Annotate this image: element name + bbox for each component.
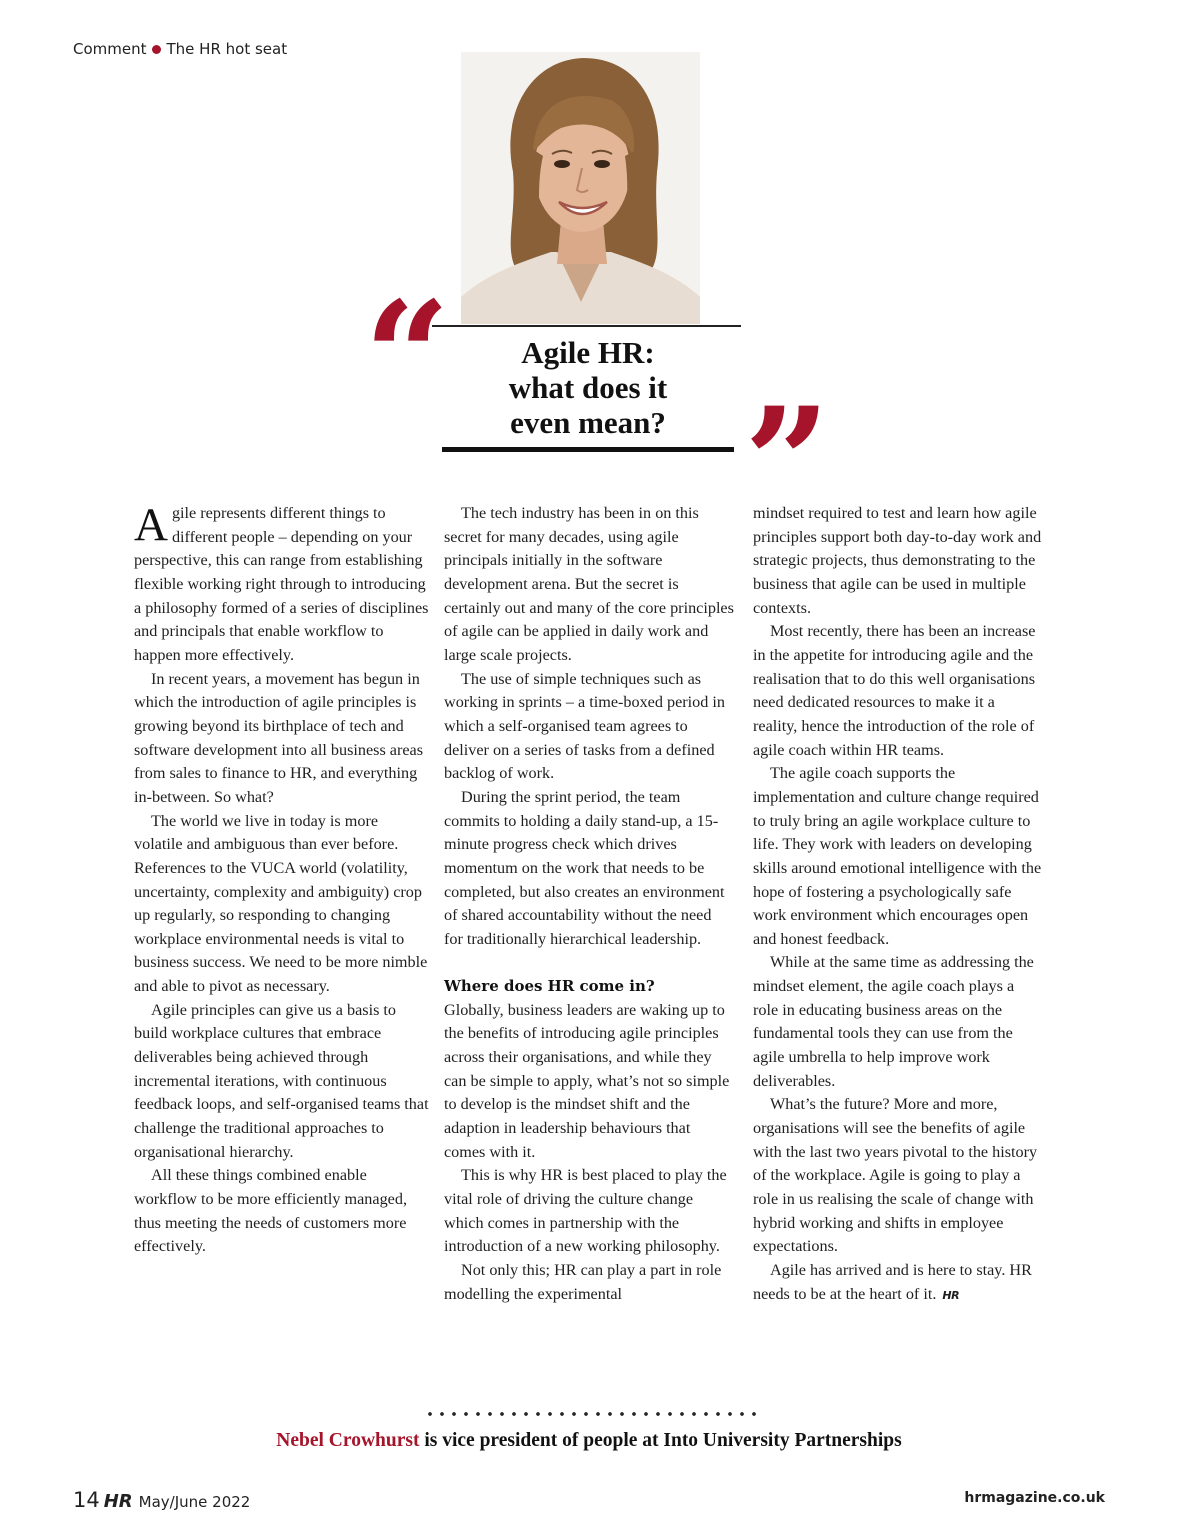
paragraph: The use of simple techniques such as working in sprints – a time-boxed period in which a self-organised team agrees to deliver on a series of tasks from a defined backlog of work. [444, 669, 725, 783]
paragraph: This is why HR is best placed to play the vital role of driving the culture change which comes in partnership with the introduction of a new working philosophy. [444, 1166, 727, 1256]
paragraph-text: Agile has arrived and is here to stay. HR needs to be at the heart of it. [753, 1261, 1032, 1303]
paragraph: The tech industry has been in on this secret for many decades, using agile principals initially in the software development arena. But the secret is certainly out and many of the core principles of agile can be applied in daily work and large scale projects. [444, 504, 734, 664]
paragraph: Globally, business leaders are waking up to the benefits of introducing agile principles across their organisations, and while they can be simple to apply, what’s not so simple to develop is the mindset shift and the adaption in leadership behaviours that comes with it. [444, 1000, 730, 1161]
headline-line-2: what does it [508, 370, 668, 405]
paragraph: The world we live in today is more volatile and ambiguous than ever before. References to the VUCA world (volatility, uncertainty, complexity and ambiguity) crop up regularly, so responding to changing workplace environmental needs is vital to business success. We need to be more nimble and able to pivot as necessary. [134, 811, 428, 996]
headline-line-1: Agile HR: [521, 335, 655, 370]
website-url: hrmagazine.co.uk [964, 1490, 1105, 1506]
subheading: Where does HR come in? [444, 977, 655, 996]
title-bottom-rule [442, 447, 734, 452]
paragraph: While at the same time as addressing the mindset element, the agile coach plays a role in educating business areas on the fundamental tools they can use from the agile umbrella to help improve work deliverables. [753, 953, 1034, 1090]
article-column-2 [444, 502, 734, 1306]
section-label: Comment [73, 40, 147, 58]
open-quote-mark: “ [364, 269, 451, 445]
article-column-1 [134, 499, 429, 1259]
title-top-rule [432, 325, 741, 327]
paragraph [134, 499, 429, 668]
author-bio [0, 1430, 1178, 1452]
paragraph: mindset required to test and learn how agile principles support both day-to-day work and strategic projects, thus demonstrating to the business that agile can be used in multiple contexts. [753, 504, 1042, 617]
close-quote-mark: ” [744, 375, 831, 551]
paragraph: Not only this; HR can play a part in role modelling the experimental [444, 1260, 722, 1303]
subsection-label: The HR hot seat [166, 40, 288, 58]
paragraph: The agile coach supports the implementation and culture change required to truly bring an agile workplace culture to life. They work with leaders on developing skills around emotional intelligence with the hope of fostering a psychologically safe work environment which encourages open and honest feedback. [753, 764, 1042, 948]
drop-cap: A [134, 499, 168, 551]
paragraph: All these things combined enable workflow to be more efficiently managed, thus meeting the needs of customers more effectively. [134, 1166, 407, 1256]
paragraph [753, 1259, 1043, 1307]
paragraph: Most recently, there has been an increase in the appetite for introducing agile and the realisation that to do this well organisations need dedicated resources to make it a reality, hence the introduction of the role of agile coach within HR teams. [753, 622, 1036, 759]
footer-folio [73, 1488, 250, 1512]
article-headline [442, 335, 734, 440]
section-kicker [73, 40, 287, 58]
author-name: Nebel Crowhurst [276, 1430, 420, 1451]
paragraph: What’s the future? More and more, organisations will see the benefits of agile with the last two years pivotal to the history of the workplace. Agile is going to play a role in us realising the scale of change with hybrid working and shifts in employee expectations. [753, 1095, 1038, 1256]
bullet-dot-icon [152, 45, 161, 54]
author-portrait [461, 52, 700, 324]
dotted-divider [424, 1411, 760, 1417]
magazine-name: HR [103, 1491, 133, 1512]
end-mark: HR [942, 1288, 960, 1302]
author-role: is vice president of people at Into University Partnerships [419, 1430, 902, 1451]
paragraph: Agile principles can give us a basis to build workplace cultures that embrace deliverables being achieved through incremental iterations, with continuous feedback loops, and self-organised teams that challenge the traditional approaches to organisational hierarchy. [134, 1000, 429, 1161]
page-number: 14 [73, 1488, 100, 1512]
issue-date: May/June 2022 [138, 1493, 251, 1511]
paragraph: During the sprint period, the team commits to holding a daily stand-up, a 15-minute progress check which drives momentum on the work that needs to be completed, but also creates an environment of shared accountability without the need for traditionally hierarchical leadership. [444, 787, 725, 948]
article-column-3 [753, 502, 1043, 1307]
paragraph: In recent years, a movement has begun in which the introduction of agile principles is growing beyond its birthplace of tech and software development into all business areas from sales to finance to HR, and everything in-between. So what? [134, 669, 424, 806]
headline-line-3: even mean? [510, 405, 666, 440]
paragraph-text: gile represents different things to different people – depending on your perspective, this can range from establishing flexible working right through to introducing a philosophy formed of a series of disciplines and principals that enable workflow to happen more effectively. [134, 504, 429, 664]
